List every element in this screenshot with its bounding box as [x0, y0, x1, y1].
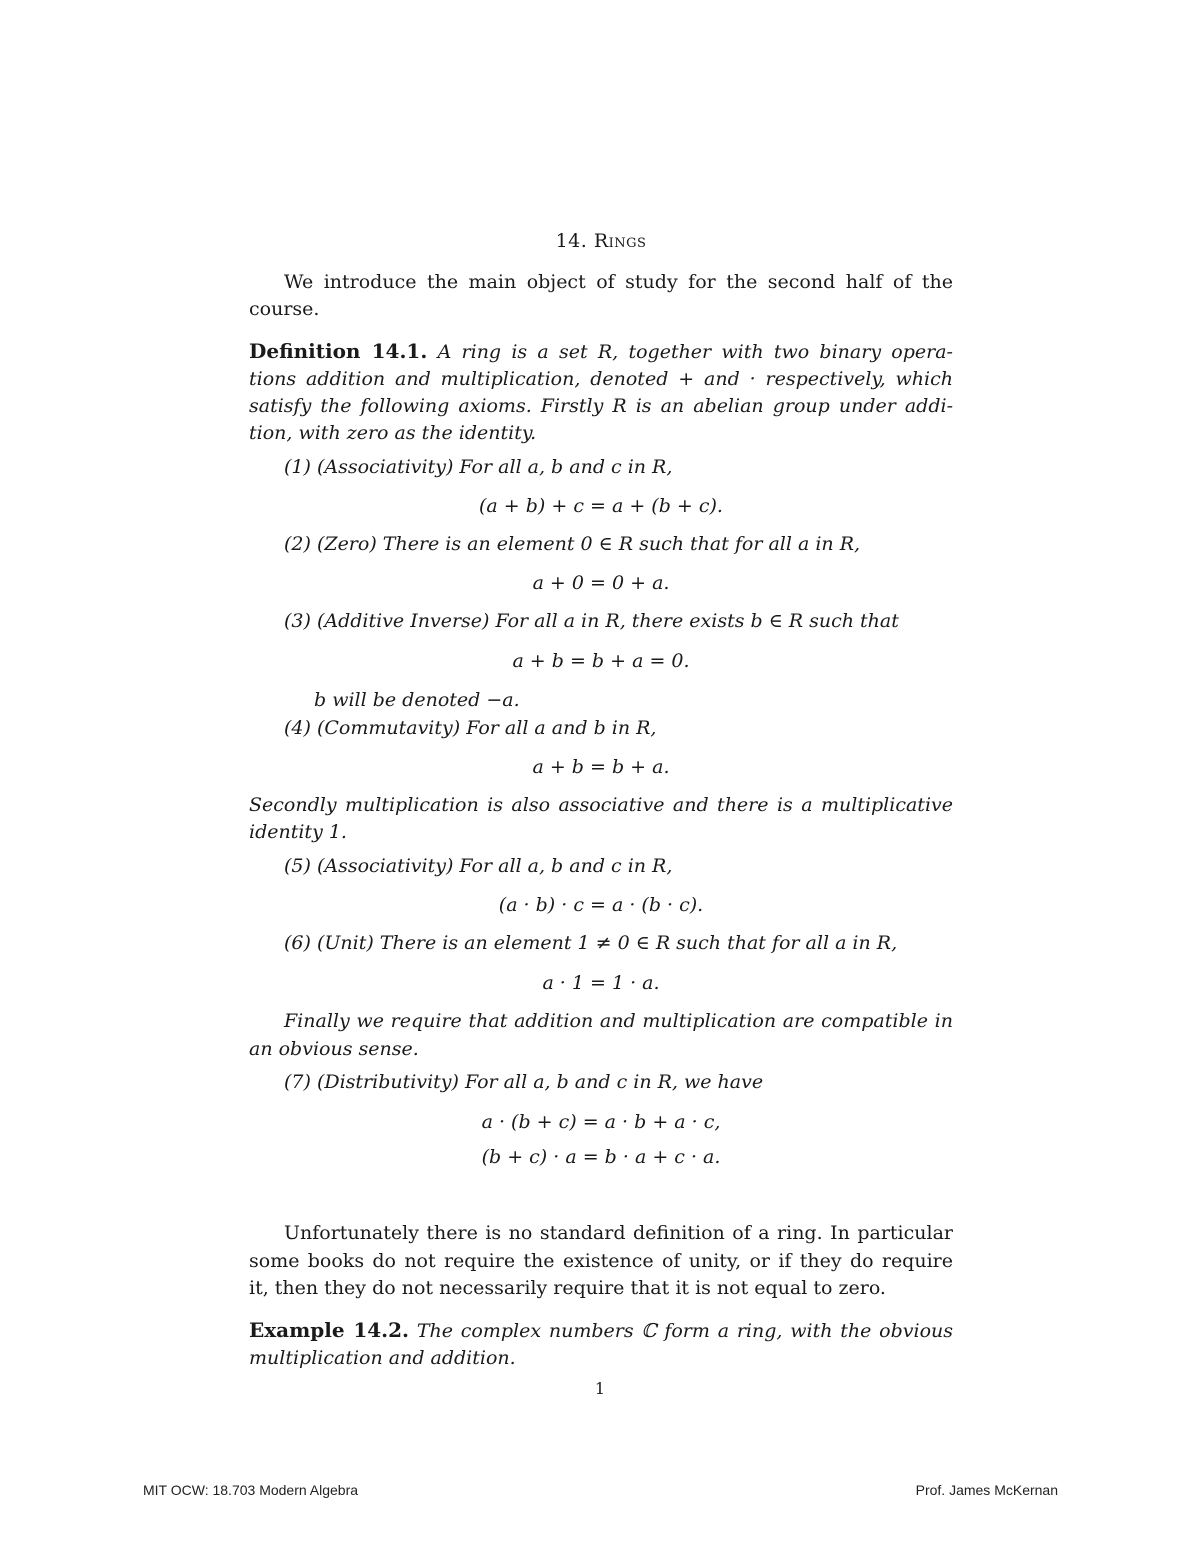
secondly-line-1: Secondly multiplication is also associative and there is a multiplicative — [249, 794, 953, 816]
page-number: 1 — [594, 1379, 606, 1398]
definition-first-line — [249, 339, 953, 364]
axiom-5-equation: (a · b) · c = a · (b · c). — [498, 894, 704, 916]
axiom-2-text: (2) (Zero) There is an element 0 ∈ R such that for all a in R, — [284, 533, 861, 555]
remark-line-2: some books do not require the existence of unity, or if they do require — [249, 1250, 953, 1272]
axiom-1-text: (1) (Associativity) For all a, b and c in R, — [284, 456, 673, 478]
finally-line-1: Finally we require that addition and multiplication are compatible in — [284, 1010, 953, 1032]
axiom-7-text: (7) (Distributivity) For all a, b and c in R, we have — [284, 1071, 764, 1093]
section-title: Rings — [593, 230, 647, 252]
remark-line-3: it, then they do not necessarily require that it is not equal to zero. — [249, 1277, 886, 1299]
secondly-line-2: identity 1. — [249, 821, 347, 843]
remark-line-1: Unfortunately there is no standard definition of a ring. In particular — [284, 1222, 953, 1244]
axiom-1-equation: (a + b) + c = a + (b + c). — [479, 495, 723, 517]
section-number: 14. — [555, 230, 588, 252]
definition-line-3: satisfy the following axioms. Firstly R is an abelian group under addi- — [249, 395, 953, 417]
axiom-4-equation: a + b = b + a. — [532, 756, 670, 778]
axiom-3-text: (3) (Additive Inverse) For all a in R, there exists b ∈ R such that — [284, 610, 899, 632]
axiom-3-equation: a + b = b + a = 0. — [512, 650, 690, 672]
definition-line-1: A ring is a set R, together with two binary opera- — [437, 341, 953, 363]
definition-label: Definition 14.1. — [249, 339, 428, 363]
axiom-5-text: (5) (Associativity) For all a, b and c in R, — [284, 855, 673, 877]
intro-line-2: course. — [249, 298, 320, 320]
inverse-note: b will be denoted −a. — [314, 689, 520, 711]
footer-course: MIT OCW: 18.703 Modern Algebra — [143, 1482, 359, 1498]
axiom-7-equation-1: a · (b + c) = a · b + a · c, — [481, 1111, 721, 1133]
example-line-2: multiplication and addition. — [249, 1347, 516, 1369]
intro-line-1: We introduce the main object of study for the second half of the — [284, 271, 953, 293]
section-heading — [249, 229, 953, 253]
finally-line-2: an obvious sense. — [249, 1038, 419, 1060]
axiom-4-text: (4) (Commutavity) For all a and b in R, — [284, 717, 657, 739]
example-label: Example 14.2. — [249, 1318, 409, 1342]
footer-author: Prof. James McKernan — [915, 1482, 1058, 1498]
definition-line-4: tion, with zero as the identity. — [249, 422, 537, 444]
axiom-2-equation: a + 0 = 0 + a. — [532, 572, 670, 594]
example-line-1: The complex numbers ℂ form a ring, with the obvious — [416, 1320, 953, 1342]
axiom-7-equation-2: (b + c) · a = b · a + c · a. — [481, 1146, 721, 1168]
axiom-6-equation: a · 1 = 1 · a. — [542, 972, 660, 994]
axiom-6-text: (6) (Unit) There is an element 1 ≠ 0 ∈ R such that for all a in R, — [284, 932, 898, 954]
definition-line-2: tions addition and multiplication, denoted + and · respectively, which — [249, 368, 953, 390]
example-first-line — [249, 1318, 953, 1343]
